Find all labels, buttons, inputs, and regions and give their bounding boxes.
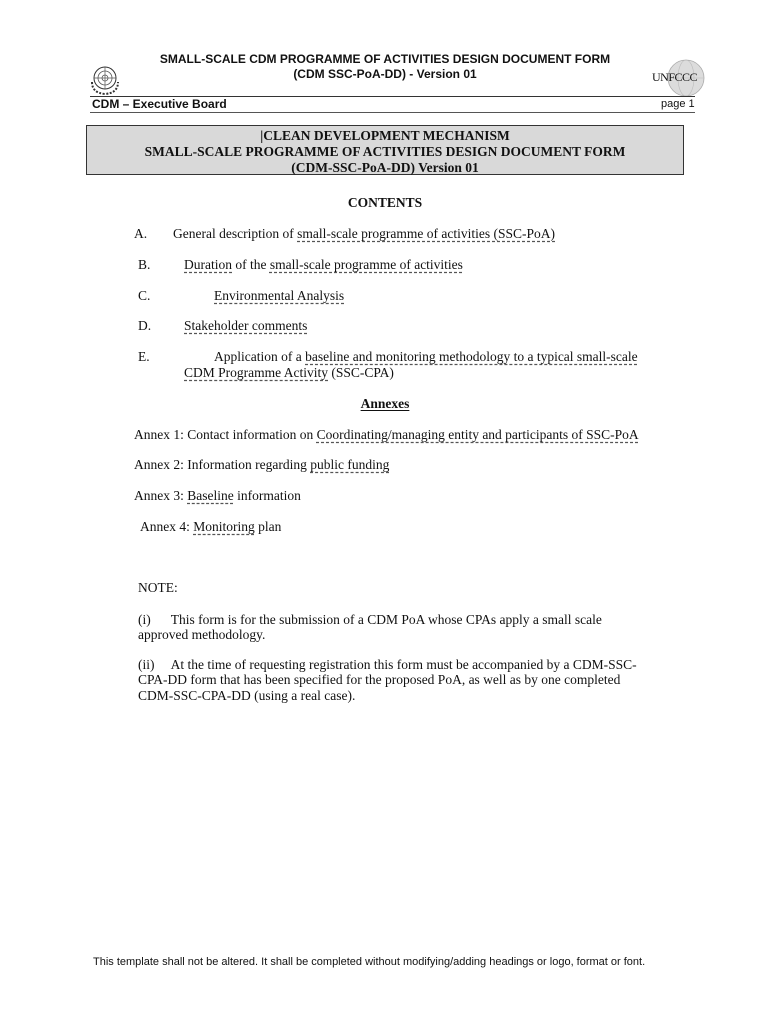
annex-4-link[interactable]: Monitoring	[193, 519, 255, 534]
annex-2-link[interactable]: public funding	[310, 457, 390, 472]
section-b-letter: B.	[138, 257, 151, 272]
note-item2-line3: CDM-SSC-CPA-DD (using a real case).	[138, 688, 356, 703]
section-e-text-line2: CDM Programme Activity (SSC-CPA)	[184, 365, 394, 380]
section-b-link[interactable]: Duration	[184, 257, 232, 272]
section-c-letter: C.	[138, 288, 151, 303]
page-number: page 1	[661, 98, 695, 110]
section-e-letter: E.	[138, 349, 150, 364]
section-c-text	[214, 288, 344, 304]
note-heading: NOTE:	[138, 580, 178, 595]
annex-3: Annex 3: Baseline information	[134, 488, 301, 503]
annex-1-link[interactable]: Coordinating/managing entity and participants of SSC-PoA	[316, 427, 639, 442]
annexes-heading: Annexes	[360, 396, 410, 411]
title-line1: |CLEAN DEVELOPMENT MECHANISM	[260, 128, 510, 143]
header-title-line1: SMALL-SCALE CDM PROGRAMME OF ACTIVITIES DESIGN DOCUMENT FORM	[159, 52, 611, 66]
section-d-letter: D.	[138, 318, 152, 333]
header-rule-bottom	[90, 112, 695, 113]
unfccc-logo	[650, 58, 706, 98]
note-item1-line2: approved methodology.	[138, 627, 266, 642]
annex-2: Annex 2: Information regarding public funding	[134, 457, 390, 472]
annex-1: Annex 1: Contact information on Coordinating/managing entity and participants of SSC-PoA	[134, 427, 639, 442]
section-a-letter: A.	[134, 226, 148, 241]
footer-note: This template shall not be altered. It shall be completed without modifying/adding headings or logo, format or font.	[93, 956, 646, 968]
note-item1-line1: (i) This form is for the submission of a CDM PoA whose CPAs apply a small scale	[138, 612, 602, 627]
form-title-box	[86, 125, 684, 175]
title-line3: (CDM-SSC-PoA-DD) Version 01	[291, 160, 479, 175]
annex-3-link[interactable]: Baseline	[187, 488, 234, 503]
header-title-line2: (CDM SSC-PoA-DD) - Version 01	[293, 67, 477, 81]
unfccc-logo-text: UNFCCC	[652, 70, 698, 84]
note-item2-line2: CPA-DD form that has been specified for the proposed PoA, as well as by one completed	[138, 672, 621, 687]
section-e-link2[interactable]: CDM Programme Activity	[184, 365, 328, 380]
annex-4: Annex 4: Monitoring plan	[140, 519, 282, 534]
section-b-link2[interactable]: small-scale programme of activities	[269, 257, 463, 272]
section-d-text	[184, 318, 307, 334]
section-e-link[interactable]: baseline and monitoring methodology to a typical small-scale	[305, 349, 638, 364]
note-item2-line1: (ii) At the time of requesting registration this form must be accompanied by a CDM-SSC-	[138, 657, 637, 672]
title-line2: SMALL-SCALE PROGRAMME OF ACTIVITIES DESIGN DOCUMENT FORM	[144, 144, 626, 159]
section-e-text-line1: Application of a baseline and monitoring methodology to a typical small-scale	[214, 349, 638, 364]
section-c-link[interactable]: Environmental Analysis	[214, 288, 345, 303]
header-left-label: CDM – Executive Board	[92, 97, 227, 111]
section-a-text: General description of small-scale programme of activities (SSC-PoA)	[173, 226, 556, 241]
contents-heading: CONTENTS	[347, 195, 423, 210]
section-b-text: Duration of the small-scale programme of activities	[184, 257, 463, 272]
section-d-link[interactable]: Stakeholder comments	[184, 318, 308, 333]
un-emblem-icon	[88, 62, 122, 96]
section-a-link[interactable]: small-scale programme of activities (SSC-PoA)	[297, 226, 556, 241]
